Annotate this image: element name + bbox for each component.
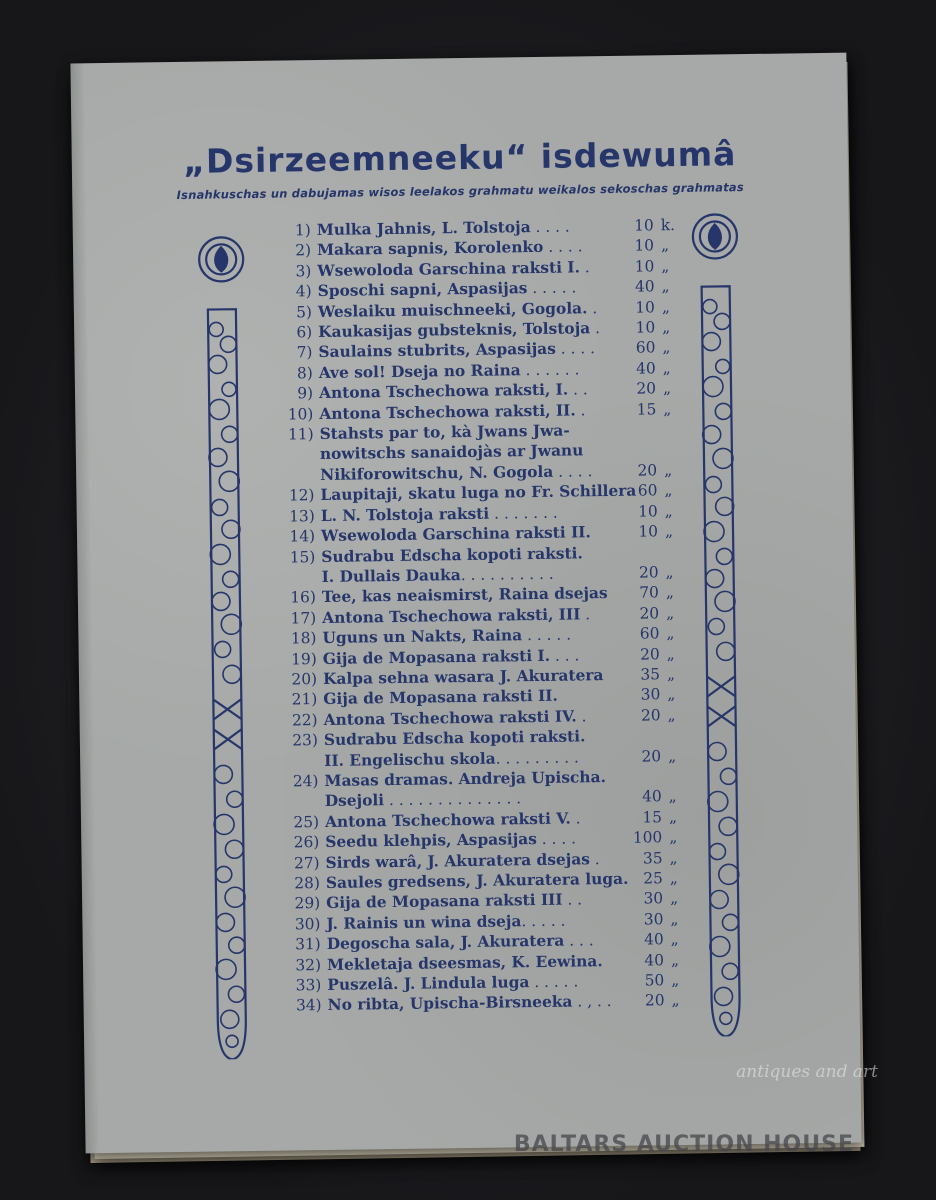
leader-dots: . . . . . (529, 972, 579, 992)
book-price: 20 (644, 991, 665, 1010)
price-unit: „ (670, 909, 679, 928)
book-title: Gija de Mopasana raksti II. (323, 687, 558, 709)
price-unit: „ (664, 501, 673, 520)
book-price: 10 (635, 297, 656, 317)
book-price: 20 (636, 379, 657, 398)
leader-dots: . . . . (530, 217, 570, 237)
book-title: Antona Tschechowa raksti, I. (318, 380, 569, 403)
price-unit: „ (669, 869, 678, 888)
book-number: 34) (295, 996, 322, 1015)
leader-dots: . . . (549, 645, 580, 665)
book-title: Saulains stubrits, Aspasijas (318, 340, 556, 362)
book-price: 20 (638, 563, 659, 582)
book-number: 8) (296, 363, 313, 383)
book-price: 10 (634, 216, 654, 235)
book-number: 29) (294, 894, 321, 913)
book-price: 35 (640, 665, 661, 684)
book-number: 9) (297, 384, 314, 403)
book-title: Wsewoloda Garschina raksti II. (320, 523, 591, 546)
leader-dots: . . . . . (521, 625, 572, 645)
book-number: 14) (289, 527, 316, 546)
book-title: Mulka Jahnis, L. Tolstoja (316, 218, 531, 240)
book-price (621, 766, 661, 767)
book-number: 15) (289, 547, 316, 566)
price-unit: „ (665, 583, 674, 602)
book-number: 7) (296, 343, 313, 362)
book-price: 60 (639, 624, 660, 643)
book-number: 6) (296, 323, 313, 342)
book-number: 22) (291, 710, 318, 730)
book-title: J. Rainis un wina dseja (326, 912, 522, 933)
book-title: Gija de Mopasana raksti III (326, 891, 563, 913)
book-number: 28) (294, 874, 321, 893)
book-price: 50 (644, 971, 665, 990)
leader-dots: . . . . . (527, 278, 577, 298)
price-unit: „ (661, 277, 670, 296)
price-unit: „ (671, 991, 680, 1010)
book-price: 40 (644, 950, 665, 970)
price-unit: „ (666, 665, 676, 684)
book-number: 3) (295, 261, 312, 281)
book-price: 20 (640, 706, 661, 725)
price-unit: „ (662, 379, 672, 398)
book-title: Antona Tschechowa raksti, II. (319, 401, 576, 423)
book-number (272, 460, 314, 461)
book-title: L. N. Tolstoja raksti (320, 504, 490, 525)
book-number: 30) (294, 914, 321, 934)
book-price: 40 (642, 787, 662, 806)
leader-dots: . (576, 707, 587, 726)
book-number: 33) (295, 976, 322, 995)
leader-dots: . (580, 604, 591, 624)
book-title: Kaukasijas gubsteknis, Tolstoja (318, 319, 591, 342)
book-number: 2) (295, 241, 312, 260)
leader-dots: . (570, 809, 581, 828)
book-price: 20 (637, 461, 658, 480)
book-title: Seedu klehpis, Aspasijas (325, 830, 537, 852)
book-price: 10 (634, 236, 655, 256)
book-price: 15 (636, 399, 657, 419)
book-title: No ribta, Upischa-Birsneeka (327, 992, 573, 1015)
price-unit: „ (671, 971, 680, 990)
book-price: 10 (634, 257, 655, 276)
book-price (618, 542, 658, 543)
book-title: Sposchi sapni, Aspasijas (317, 279, 528, 301)
price-unit: „ (666, 603, 675, 622)
book-number: 23) (292, 731, 319, 750)
book-number: 31) (295, 935, 321, 954)
book-title: Masas dramas. Andreja Upischa. (324, 768, 607, 790)
book-number: 16) (290, 588, 317, 607)
book-number (276, 766, 318, 767)
book-title: Sirds warâ, J. Akuratera dsejas (325, 849, 591, 872)
watermark-tagline: antiques and art (736, 1062, 878, 1082)
book-title: Antona Tschechowa raksti, III (322, 605, 581, 627)
book-price: 30 (640, 685, 661, 704)
price-unit: „ (664, 522, 674, 541)
book-price: 40 (643, 930, 664, 949)
book-price: 20 (641, 746, 662, 766)
book-title: Antona Tschechowa raksti IV. (323, 707, 577, 729)
book-price: 15 (642, 808, 663, 827)
price-unit: „ (667, 685, 676, 704)
price-unit: „ (662, 358, 671, 378)
price-unit: „ (670, 889, 679, 908)
book-number: 24) (292, 772, 319, 791)
book-title: Ave sol! Dseja no Raina (318, 361, 521, 382)
book-price: 60 (635, 338, 656, 358)
price-unit: „ (663, 399, 672, 418)
book-number: 32) (295, 955, 322, 975)
price-unit: „ (666, 624, 675, 643)
book-number: 27) (293, 853, 320, 873)
price-unit: „ (664, 460, 673, 480)
book-price (616, 419, 656, 420)
book-number: 26) (293, 833, 320, 852)
leader-dots: . . (568, 380, 588, 399)
book-number: 17) (290, 608, 317, 628)
book-number: 13) (289, 506, 315, 526)
book-title: Gija de Mopasana raksti I. (322, 646, 551, 668)
book-price: 10 (638, 522, 659, 541)
book-price: 70 (639, 583, 659, 602)
price-unit: „ (670, 930, 679, 949)
book-title: Laupitaji, skatu luga no Fr. Schillera (320, 481, 637, 505)
book-title: Uguns un Nakts, Raina (322, 626, 523, 648)
book-number: 20) (291, 670, 318, 689)
book-number: 10) (287, 404, 314, 424)
price-unit: k. (660, 216, 676, 235)
leader-dots: . , . . (572, 992, 612, 1011)
book-price: 20 (639, 604, 660, 623)
book-price: 40 (634, 277, 655, 296)
price-unit: „ (666, 644, 675, 663)
book-price (621, 725, 661, 726)
leader-dots: . . (562, 890, 583, 910)
book-back-cover (70, 53, 861, 1154)
book-title: Sudrabu Edscha kopoti raksti. (321, 543, 583, 566)
book-price: 10 (638, 502, 658, 521)
book-title: nowitschs sanaidojàs ar Jwanu (319, 441, 584, 464)
price-unit: „ (662, 318, 671, 337)
book-number: 1) (294, 221, 311, 240)
price-unit: „ (661, 256, 670, 276)
book-title: Antona Tschechowa raksti V. (324, 809, 571, 831)
book-number: 21) (291, 690, 318, 709)
leader-dots: . . . . . . . . . . (460, 564, 554, 584)
book-price: 10 (635, 318, 656, 337)
leader-dots: . (587, 298, 598, 317)
price-unit: „ (660, 236, 670, 255)
book-price: 40 (636, 359, 656, 378)
book-title: Weslaiku muischneeki, Gogola. (317, 298, 588, 321)
book-price: 60 (637, 481, 658, 500)
leader-dots: . . . . . (521, 911, 566, 931)
leader-dots: . . . . . . . . . . . . . . (383, 789, 522, 810)
book-title: Nikiforowitschu, N. Gogola (320, 462, 554, 484)
price-unit: „ (667, 705, 676, 724)
book-price: 35 (642, 848, 663, 868)
leader-dots: . . . . . . (520, 360, 580, 380)
book-number: 18) (290, 629, 317, 648)
leader-dots: . . . (564, 931, 594, 950)
price-unit: „ (661, 297, 670, 316)
leader-dots: . (589, 849, 600, 868)
publisher-subtitle: Isnahkuschas un dabujamas wisos leelakos grahmatu weikalos sekoschas grahmatas (176, 180, 744, 202)
book-number: 5) (295, 302, 313, 321)
leader-dots: . . . . (543, 237, 583, 257)
book-title: Degoscha sala, J. Akuratera (326, 931, 565, 954)
book-list (269, 215, 700, 1017)
leader-dots: . (575, 400, 586, 420)
book-number (277, 806, 319, 807)
book-number: 11) (287, 425, 314, 444)
book-number: 19) (291, 649, 317, 668)
price-unit: „ (664, 481, 673, 500)
book-title: Dsejoli (324, 791, 385, 811)
price-unit: „ (670, 950, 680, 969)
price-unit: „ (669, 848, 678, 867)
book-title: Sudrabu Edscha kopoti raksti. (323, 727, 586, 750)
price-unit: „ (668, 746, 677, 765)
book-title: Kalpa sehna wasara J. Akuratera (322, 666, 604, 688)
book-price: 20 (640, 644, 660, 664)
book-number: 25) (293, 812, 320, 832)
price-unit: „ (669, 828, 678, 847)
book-title: I. Dullais Dauka (321, 565, 461, 586)
leader-dots: . . . . (536, 829, 577, 849)
leader-dots: . (590, 319, 601, 338)
book-price (617, 440, 657, 441)
book-title: Mekletaja dseesmas, K. Eewina. (326, 951, 603, 974)
book-number (272, 480, 314, 481)
leader-dots: . . . . (555, 339, 596, 359)
price-unit: „ (668, 807, 678, 826)
book-title: Makara sapnis, Korolenko (316, 238, 544, 260)
book-title: Stahsts par to, kà Jwans Jwa- (319, 421, 570, 444)
watermark-auction-house: BALTARS AUCTION HOUSE (513, 1132, 854, 1157)
leader-dots: . . . . . . . . . (495, 748, 579, 768)
leader-dots: . (579, 258, 590, 277)
leader-dots: . . . . (553, 462, 593, 481)
book-price: 30 (643, 889, 664, 908)
price-unit: „ (668, 787, 677, 806)
left-floral-column-ornament (191, 229, 263, 1060)
book-price: 25 (643, 869, 663, 888)
price-unit: „ (665, 563, 674, 582)
book-number (274, 582, 316, 583)
book-number: 12) (288, 486, 315, 505)
price-unit: „ (662, 338, 671, 357)
book-price: 30 (643, 910, 664, 929)
book-title: Saules gredsens, J. Akuratera luga. (325, 869, 629, 892)
book-title: Tee, kas neaismirst, Raina dsejas (321, 584, 608, 607)
book-price: 100 (632, 828, 663, 847)
book-number: 4) (295, 282, 312, 301)
book-title: II. Engelischu skola (324, 749, 496, 770)
publisher-title: „Dsirzeemneeku“ isdewumâ (182, 134, 737, 181)
leader-dots: . . . . . . . (489, 503, 558, 523)
book-title: Puszelâ. J. Lindula luga (327, 973, 530, 995)
book-title: Wsewoloda Garschina raksti I. (317, 258, 581, 280)
